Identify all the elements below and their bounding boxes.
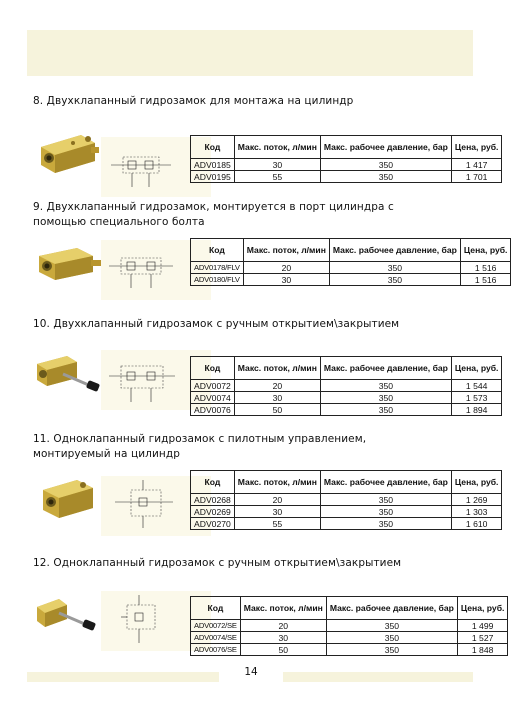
section-title: 10. Двухклапанный гидрозамок с ручным открытием\закрытием bbox=[33, 318, 400, 330]
header-price: Цена, руб. bbox=[451, 357, 502, 380]
table-row: ADV0074 30 350 1 573 bbox=[191, 392, 502, 404]
header-code: Код bbox=[191, 471, 235, 494]
header-code: Код bbox=[191, 357, 235, 380]
single-manual-valve-photo bbox=[33, 587, 103, 637]
spec-table bbox=[190, 470, 502, 530]
double-lock-valve-photo bbox=[33, 127, 103, 177]
page-number: 14 bbox=[244, 666, 258, 678]
spec-table bbox=[190, 238, 511, 286]
table-row: ADV0072 20 350 1 544 bbox=[191, 380, 502, 392]
header-pressure: Макс. рабочее давление, бар bbox=[320, 357, 451, 380]
table-row: ADV0076/SE 50 350 1 848 bbox=[191, 644, 508, 656]
table-row: ADV0185 30 350 1 417 bbox=[191, 159, 502, 171]
header-price: Цена, руб. bbox=[451, 471, 502, 494]
header-flow: Макс. поток, л/мин bbox=[234, 357, 320, 380]
header-pressure: Макс. рабочее давление, бар bbox=[320, 136, 451, 159]
header-pressure: Макс. рабочее давление, бар bbox=[320, 471, 451, 494]
bolt-mount-valve-photo bbox=[33, 238, 103, 288]
header-flow: Макс. поток, л/мин bbox=[243, 239, 329, 262]
header-price: Цена, руб. bbox=[460, 239, 511, 262]
table-row: ADV0178/FLV 20 350 1 516 bbox=[191, 262, 511, 274]
header-pressure: Макс. рабочее давление, бар bbox=[329, 239, 460, 262]
table-row: ADV0180/FLV 30 350 1 516 bbox=[191, 274, 511, 286]
table-row: ADV0268 20 350 1 269 bbox=[191, 494, 502, 506]
single-lock-valve-photo bbox=[33, 472, 103, 522]
section-title: 8. Двухклапанный гидрозамок для монтажа на цилиндр bbox=[33, 95, 354, 107]
footer-band-right bbox=[283, 672, 473, 682]
section-10 bbox=[33, 317, 499, 415]
header-price: Цена, руб. bbox=[451, 136, 502, 159]
section-title: 12. Одноклапанный гидрозамок с ручным открытием\закрытием bbox=[33, 557, 402, 569]
table-row: ADV0270 55 350 1 610 bbox=[191, 518, 502, 530]
section-11 bbox=[33, 432, 499, 529]
header-code: Код bbox=[191, 239, 244, 262]
table-row: ADV0269 30 350 1 303 bbox=[191, 506, 502, 518]
table-row: ADV0074/SE 30 350 1 527 bbox=[191, 632, 508, 644]
spec-table bbox=[190, 596, 508, 656]
header-band bbox=[27, 30, 473, 76]
header-flow: Макс. поток, л/мин bbox=[240, 597, 326, 620]
header-flow: Макс. поток, л/мин bbox=[234, 471, 320, 494]
header-price: Цена, руб. bbox=[457, 597, 508, 620]
table-row: ADV0072/SE 20 350 1 499 bbox=[191, 620, 508, 632]
spec-table bbox=[190, 135, 502, 183]
section-8 bbox=[33, 94, 499, 182]
section-title: 11. Одноклапанный гидрозамок с пилотным управлением, монтируемый на цилиндр bbox=[33, 433, 367, 460]
section-9 bbox=[33, 200, 508, 285]
section-title: 9. Двухклапанный гидрозамок, монтируется в порт цилиндра с помощью специального болта bbox=[33, 201, 394, 228]
header-code: Код bbox=[191, 597, 241, 620]
header-code: Код bbox=[191, 136, 235, 159]
section-12 bbox=[33, 556, 505, 655]
table-row: ADV0076 50 350 1 894 bbox=[191, 404, 502, 416]
header-pressure: Макс. рабочее давление, бар bbox=[326, 597, 457, 620]
table-row: ADV0195 55 350 1 701 bbox=[191, 171, 502, 183]
header-flow: Макс. поток, л/мин bbox=[234, 136, 320, 159]
spec-table bbox=[190, 356, 502, 416]
manual-lever-valve-photo bbox=[33, 348, 103, 398]
footer-band-left bbox=[27, 672, 219, 682]
